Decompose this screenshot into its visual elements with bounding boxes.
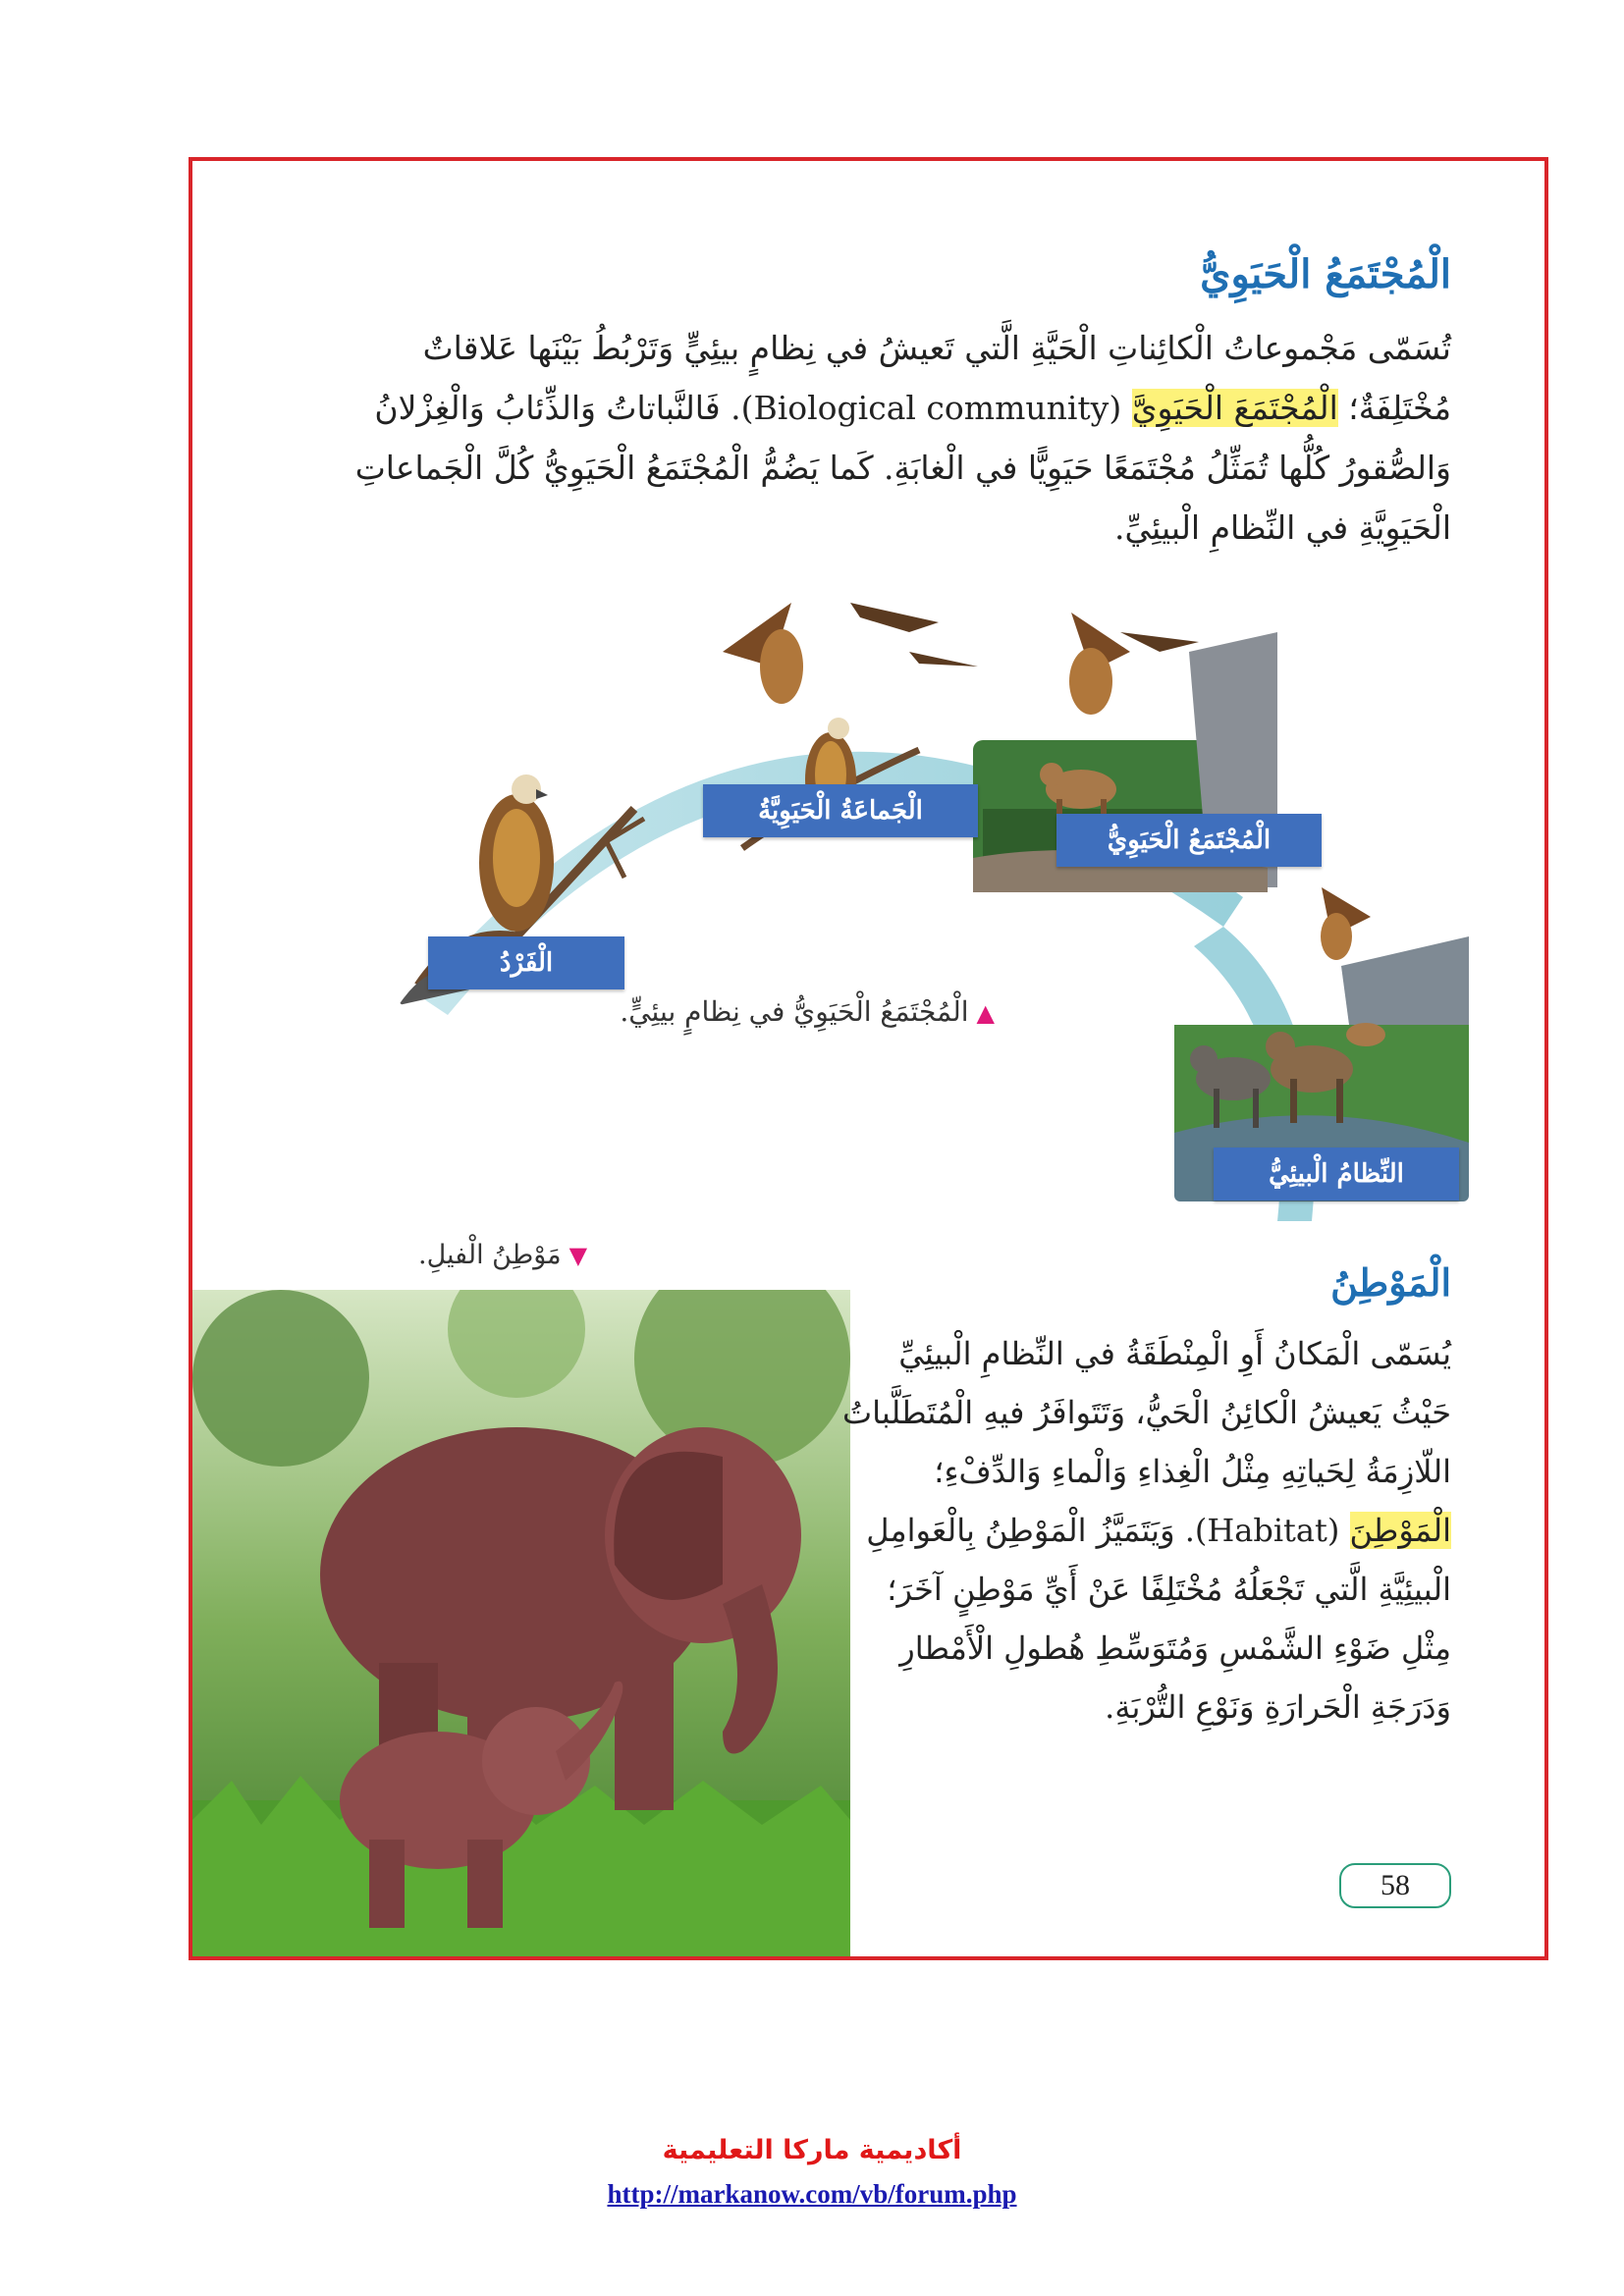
label-ecosystem: النِّظامُ الْبيئِيُّ [1214,1148,1459,1201]
diagram-caption [620,995,995,1028]
section-heading-community: الْمُجْتَمَعُ الْحَيَوِيُّ [1200,251,1451,297]
page-number: 58 [1339,1863,1451,1908]
paragraph-habitat [842,1324,1451,1736]
paragraph-community [322,318,1451,558]
ecosystem-levels-diagram [340,573,1469,1221]
section-heading-habitat: الْمَوْطِنُ [1330,1260,1451,1305]
paragraph-community-text-1: تُسَمّى مَجْموعاتُ الْكائِناتِ الْحَيَّةِ الَّتي تَعيشُ في نِظامٍ بيئِيٍّ وَتَرْبُطُ بَيْنَها عَلاقاتٌ مُخْتَلِفَةٌ؛ [422,329,1451,427]
label-individual: الْفَرْدُ [428,936,624,989]
highlighted-term-habitat: الْمَوْطِنَ [1349,1512,1451,1549]
diagram-caption-text: الْمُجْتَمَعُ الْحَيَوِيُّ في نِظامٍ بيئِيٍّ. [620,995,969,1028]
label-population: الْجَماعَةُ الْحَيَوِيَّةُ [703,784,978,837]
paragraph-habitat-text-1: يُسَمّى الْمَكانُ أَوِ الْمِنْطَقَةُ في النِّظامِ الْبيئِيِّ حَيْثُ يَعيشُ الْكائِنُ الْحَيُّ، وَتَتَوافَرُ فيهِ الْمُتَطَلَّباتُ اللّازِمَةُ لِحَياتِهِ مِثْلُ الْغِذاءِ وَالْماءِ وَالدِّفْءِ؛ [842,1335,1451,1490]
highlighted-term-community: الْمُجْتَمَعَ الْحَيَوِيَّ [1131,389,1338,427]
paragraph-habitat-text-2: (Habitat). وَيَتَمَيَّزُ الْمَوْطِنُ بِالْعَوامِلِ الْبيئِيَّةِ الَّتي تَجْعَلُهُ مُخْتَلِفًا عَنْ أَيِّ مَوْطِنٍ آخَرَ؛ مِثْلِ ضَوْءِ الشَّمْسِ وَمُتَوَسِّطِ هُطولِ الْأَمْطارِ وَدَرَجَةِ الْحَرارَةِ وَنَوْعِ التُّرْبَةِ. [866,1512,1451,1726]
elephant-caption [418,1240,587,1270]
elephant-caption-text: مَوْطِنُ الْفيلِ. [418,1240,562,1270]
footer-forum-link[interactable]: http://markanow.com/vb/forum.php [607,2179,1017,2209]
footer-academy-name: أكاديمية ماركا التعليمية [662,2135,962,2165]
paragraph-community-text-2: (Biological community). فَالنَّباتاتُ وَالذِّئابُ وَالْغِزْلانُ وَالصُّقورُ كُلُّها تُمَثِّلُ مُجْتَمَعًا حَيَوِيًّا في الْغابَةِ. كَما يَضُمُّ الْمُجْتَمَعُ الْحَيَوِيُّ كُلَّ الْجَماعاتِ الْحَيَوِيَّةِ في النِّظامِ الْبيئِيِّ. [354,389,1451,547]
textbook-page [189,157,1548,1960]
triangle-up-icon: ▲ [976,999,995,1027]
triangle-down-icon: ▼ [568,1242,588,1269]
elephant-habitat-photo [192,1290,850,1960]
label-community: الْمُجْتَمَعُ الْحَيَوِيُّ [1056,814,1322,867]
